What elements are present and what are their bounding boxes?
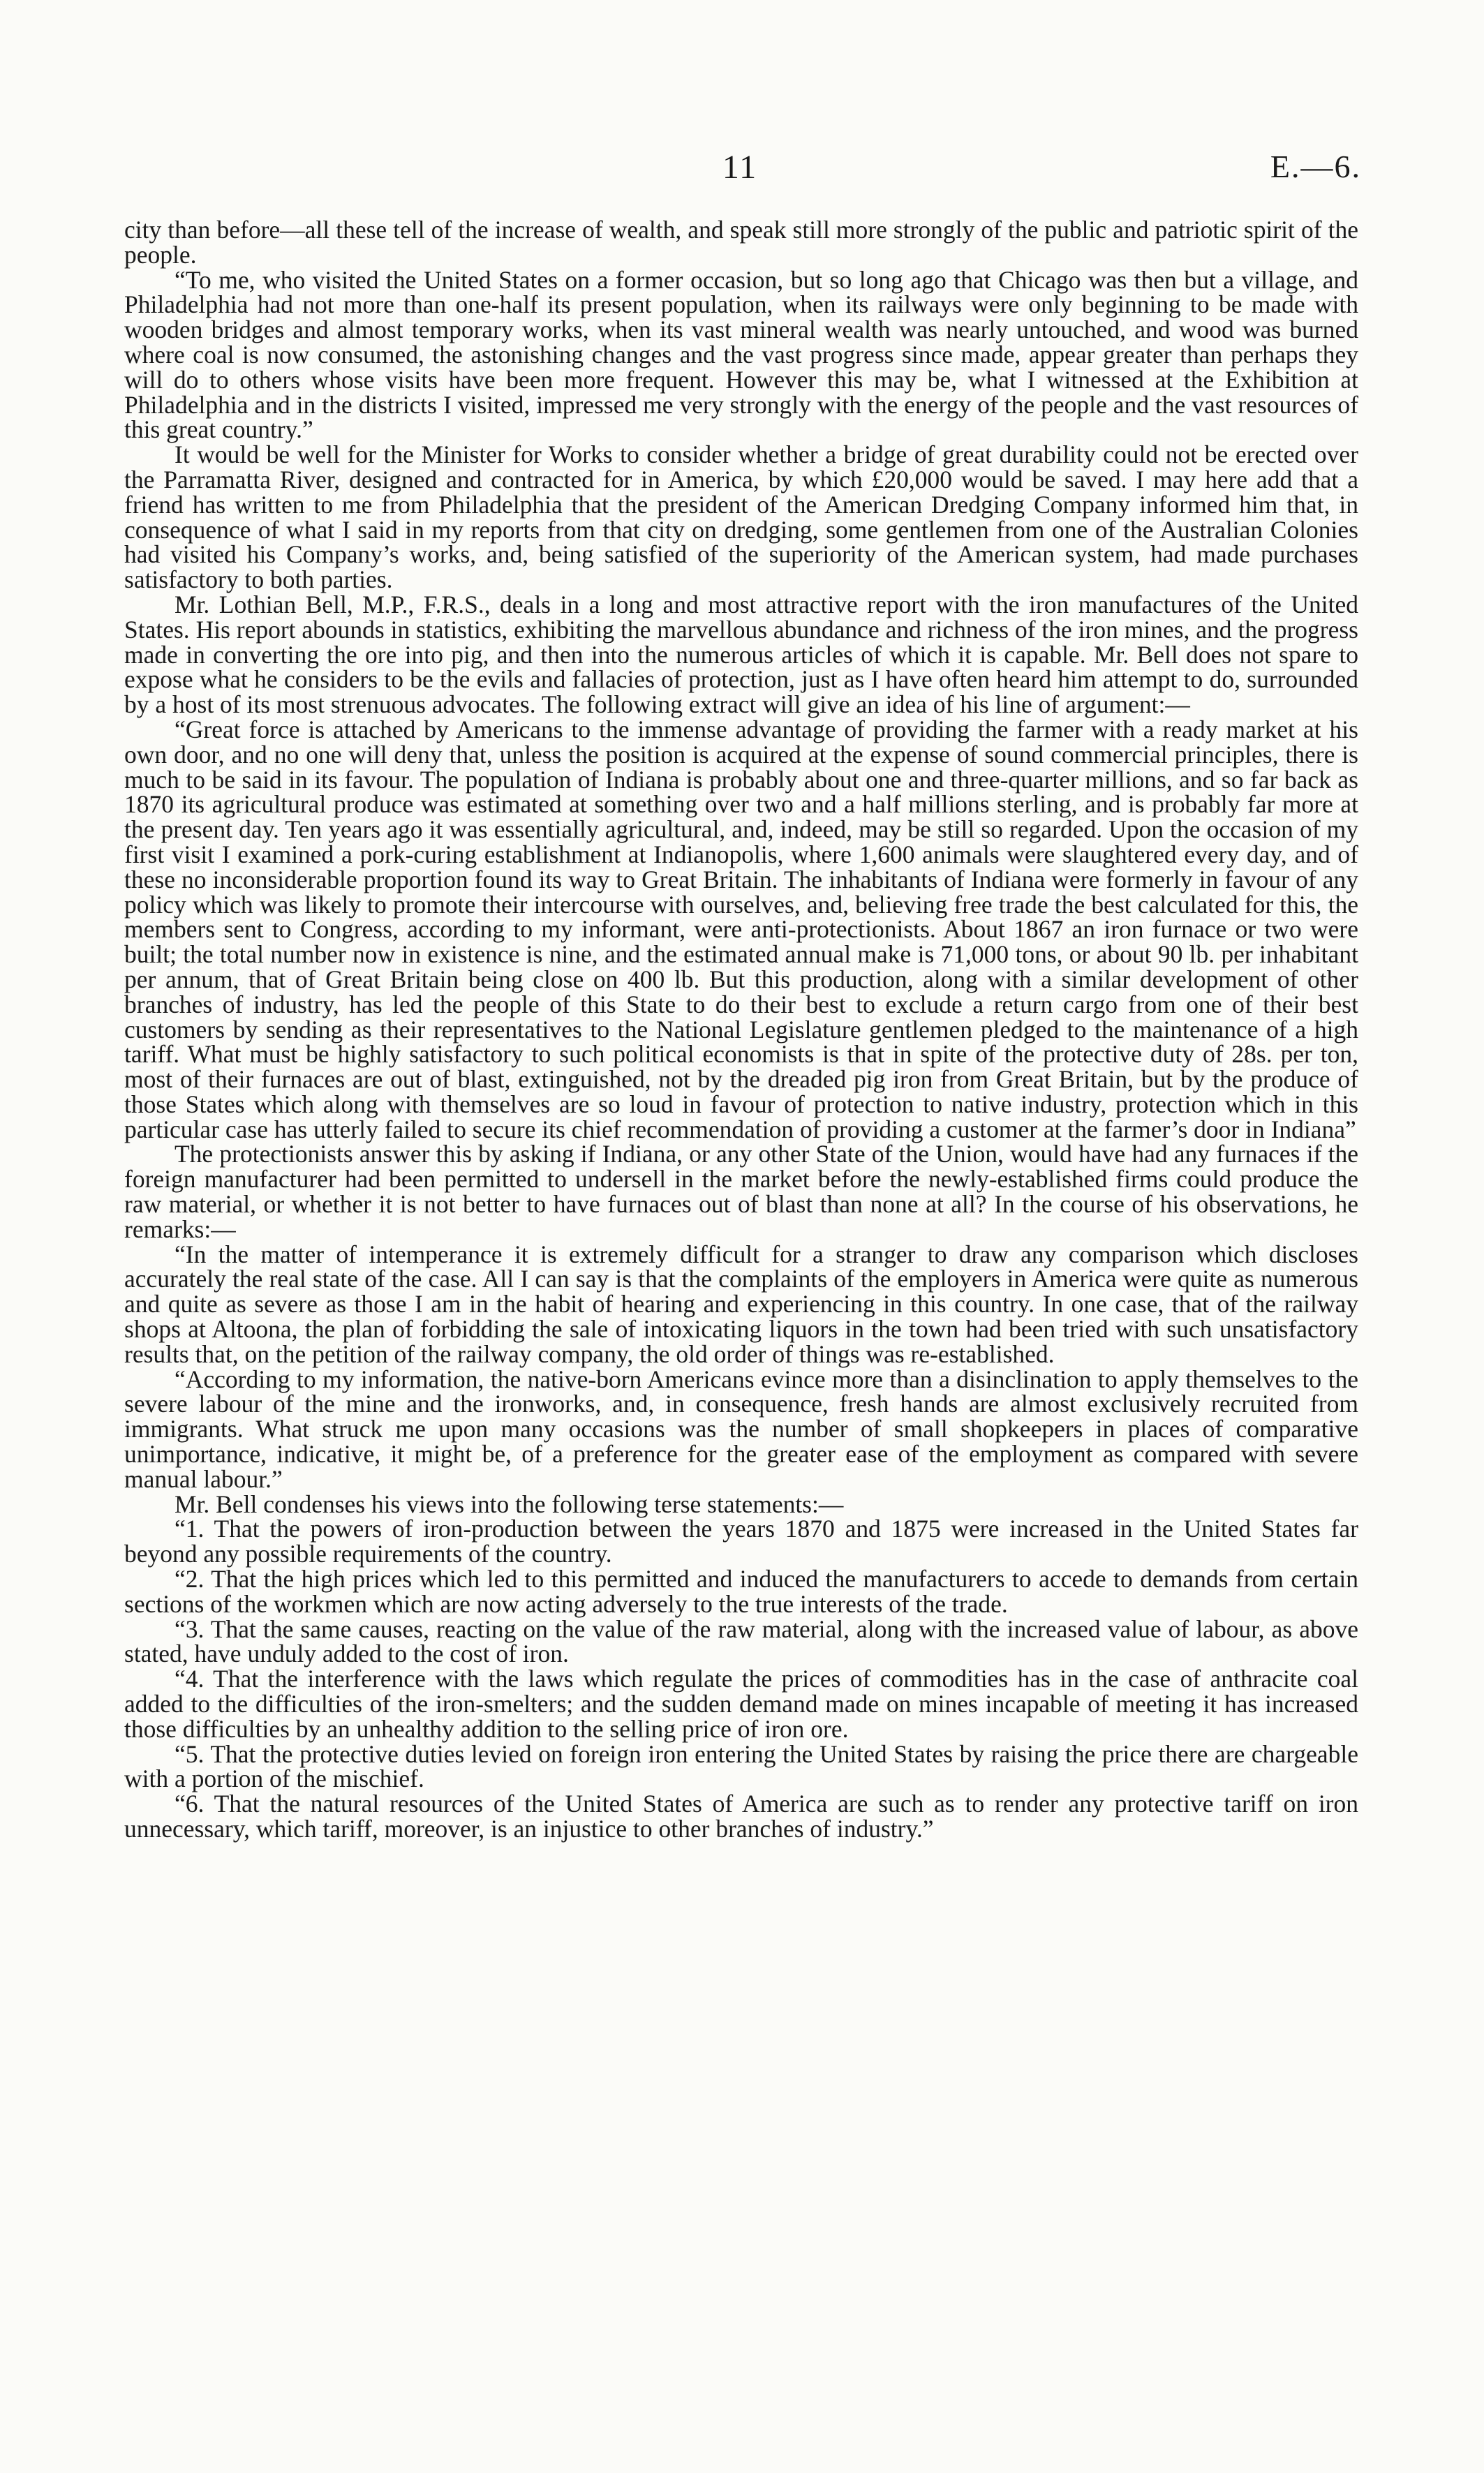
list-item: “1. That the powers of iron-production between the years 1870 and 1875 were increased in the United States far beyond any possible requirements of the country. [124, 1515, 1358, 1568]
paragraph: It would be well for the Minister for Works to consider whether a bridge of great durability could not be erected over the Parramatta River, designed and contracted for in America, by which £20,000 would be saved. I may here add that a friend has written to me from Philadelphia that the president of the American Dredging Company informed him that, in consequence of what I said in my reports from that city on dredging, some gentlemen from one of the Australian Colonies had visited his Company’s works, and, being satisfied of the superiority of the American system, had made purchases satisfactory to both parties. [124, 440, 1358, 594]
paragraph: “According to my information, the native-born Americans evince more than a disinclination to apply themselves to the severe labour of the mine and the ironworks, and, in consequence, fresh hands are almost exclusively recruited from immigrants. What struck me upon many occasions was the number of small shopkeepers in places of comparative unimportance, indicative, it might be, of a preference for the greater ease of the employment as compared with severe manual labour.” [124, 1365, 1358, 1493]
list-item: “5. That the protective duties levied on foreign iron entering the United States by raising the price there are chargeable with a portion of the mischief. [124, 1739, 1358, 1793]
paragraph: “Great force is attached by Americans to the immense advantage of providing the farmer with a ready market at his own door, and no one will deny that, unless the position is acquired at the expense of sound commercial principles, there is much to be said in its favour. The population of Indiana is probably about one and three-quarter millions, and so far back as 1870 its agricultural produce was estimated at something over two and a half millions sterling, and is probably far more at the present day. Ten years ago it was essentially agricultural, and, indeed, may be still so regarded. Upon the occasion of my first visit I examined a pork-curing establishment at Indianopolis, where 1,600 animals were slaughtered every day, and of these no inconsiderable proportion found its way to Great Britain. The inhabitants of Indiana were formerly in favour of any policy which was likely to promote their intercourse with ourselves, and, believing free trade the best calculated for this, the members sent to Congress, according to my informant, were anti-protectionists. About 1867 an iron furnace or two were built; the total number now in existence is nine, and the estimated annual make is 71,000 tons, or about 90 lb. per inhabitant per annum, that of Great Britain being close on 400 lb. But this production, along with a similar development of other branches of industry, has led the people of this State to do their best to exclude a return cargo from one of their best customers by sending as their representatives to the National Legislature gentlemen pledged to the maintenance of a high tariff. What must be highly satisfactory to such political economists is that in spite of the protective duty of 28s. per ton, most of their furnaces are out of blast, extinguished, not by the dreaded pig iron from Great Britain, but by the produce of those States which along with themselves are so loud in favour of protection to native industry, protection which in this particular case has utterly failed to secure its chief recommendation of providing a customer at the farmer’s door in Indiana” [124, 715, 1358, 1143]
page-number: 11 [722, 149, 758, 186]
body-text [124, 218, 1358, 1842]
list-item: “3. That the same causes, reacting on the value of the raw material, along with the increased value of labour, as above stated, have unduly added to the cost of iron. [124, 1614, 1358, 1668]
paragraph: “In the matter of intemperance it is extremely difficult for a stranger to draw any comparison which discloses accurately the real state of the case. All I can say is that the complaints of the employers in America were quite as numerous and quite as severe as those I am in the habit of hearing and experiencing in this country. In one case, that of the railway shops at Altoona, the plan of forbidding the sale of intoxicating liquors in the town had been tried with such unsatisfactory results that, on the petition of the railway company, the old order of things was re-established. [124, 1240, 1358, 1368]
paragraph: Mr. Bell condenses his views into the following terse statements:— [175, 1490, 844, 1518]
list-item: “4. That the interference with the laws which regulate the prices of commodities has in the case of anthracite coal added to the difficulties of the iron-smelters; and the sudden demand made on mines incapable of meeting it has increased those difficulties by an unhealthy addition to the selling price of iron ore. [124, 1665, 1358, 1743]
paragraph: city than before—all these tell of the increase of wealth, and speak still more strongly of the public and patriotic spirit of the people. [124, 216, 1358, 269]
page-header [119, 148, 1361, 190]
list-item: “6. That the natural resources of the United States of America are such as to render any protective tariff on iron unnecessary, which tariff, moreover, is an injustice to other branches of industry.” [124, 1790, 1358, 1843]
list-item: “2. That the high prices which led to this permitted and induced the manufacturers to accede to demands from certain sections of the workmen which are now acting adversely to the true interests of the trade. [124, 1565, 1358, 1618]
document-reference: E.—6. [1270, 149, 1361, 184]
paragraph: “To me, who visited the United States on a former occasion, but so long ago that Chicago was then but a village, and Philadelphia had not more than one-half its present population, when its railways were only beginning to be made with wooden bridges and almost temporary works, when its vast mineral wealth was nearly untouched, and wood was burned where coal is now consumed, the astonishing changes and the vast progress since made, appear greater than perhaps they will do to others whose visits have been more frequent. However this may be, what I witnessed at the Exhibition at Philadelphia and in the districts I visited, impressed me very strongly with the energy of the people and the vast resources of this great country.” [124, 265, 1358, 444]
paragraph: The protectionists answer this by asking if Indiana, or any other State of the Union, would have had any furnaces if the foreign manufacturer had been permitted to undersell in the market before the newly-established firms could produce the raw material, or whether it is not better to have furnaces out of blast than none at all? In the course of his observations, he remarks:— [124, 1140, 1358, 1243]
paragraph: Mr. Lothian Bell, M.P., F.R.S., deals in a long and most attractive report with the iron manufactures of the United States. His report abounds in statistics, exhibiting the marvellous abundance and richness of the iron mines, and the progress made in converting the ore into pig, and then into the numerous articles of which it is capable. Mr. Bell does not spare to expose what he considers to be the evils and fallacies of protection, just as I have often heard him attempt to do, surrounded by a host of its most strenuous advocates. The following extract will give an idea of his line of argument:— [124, 590, 1358, 719]
